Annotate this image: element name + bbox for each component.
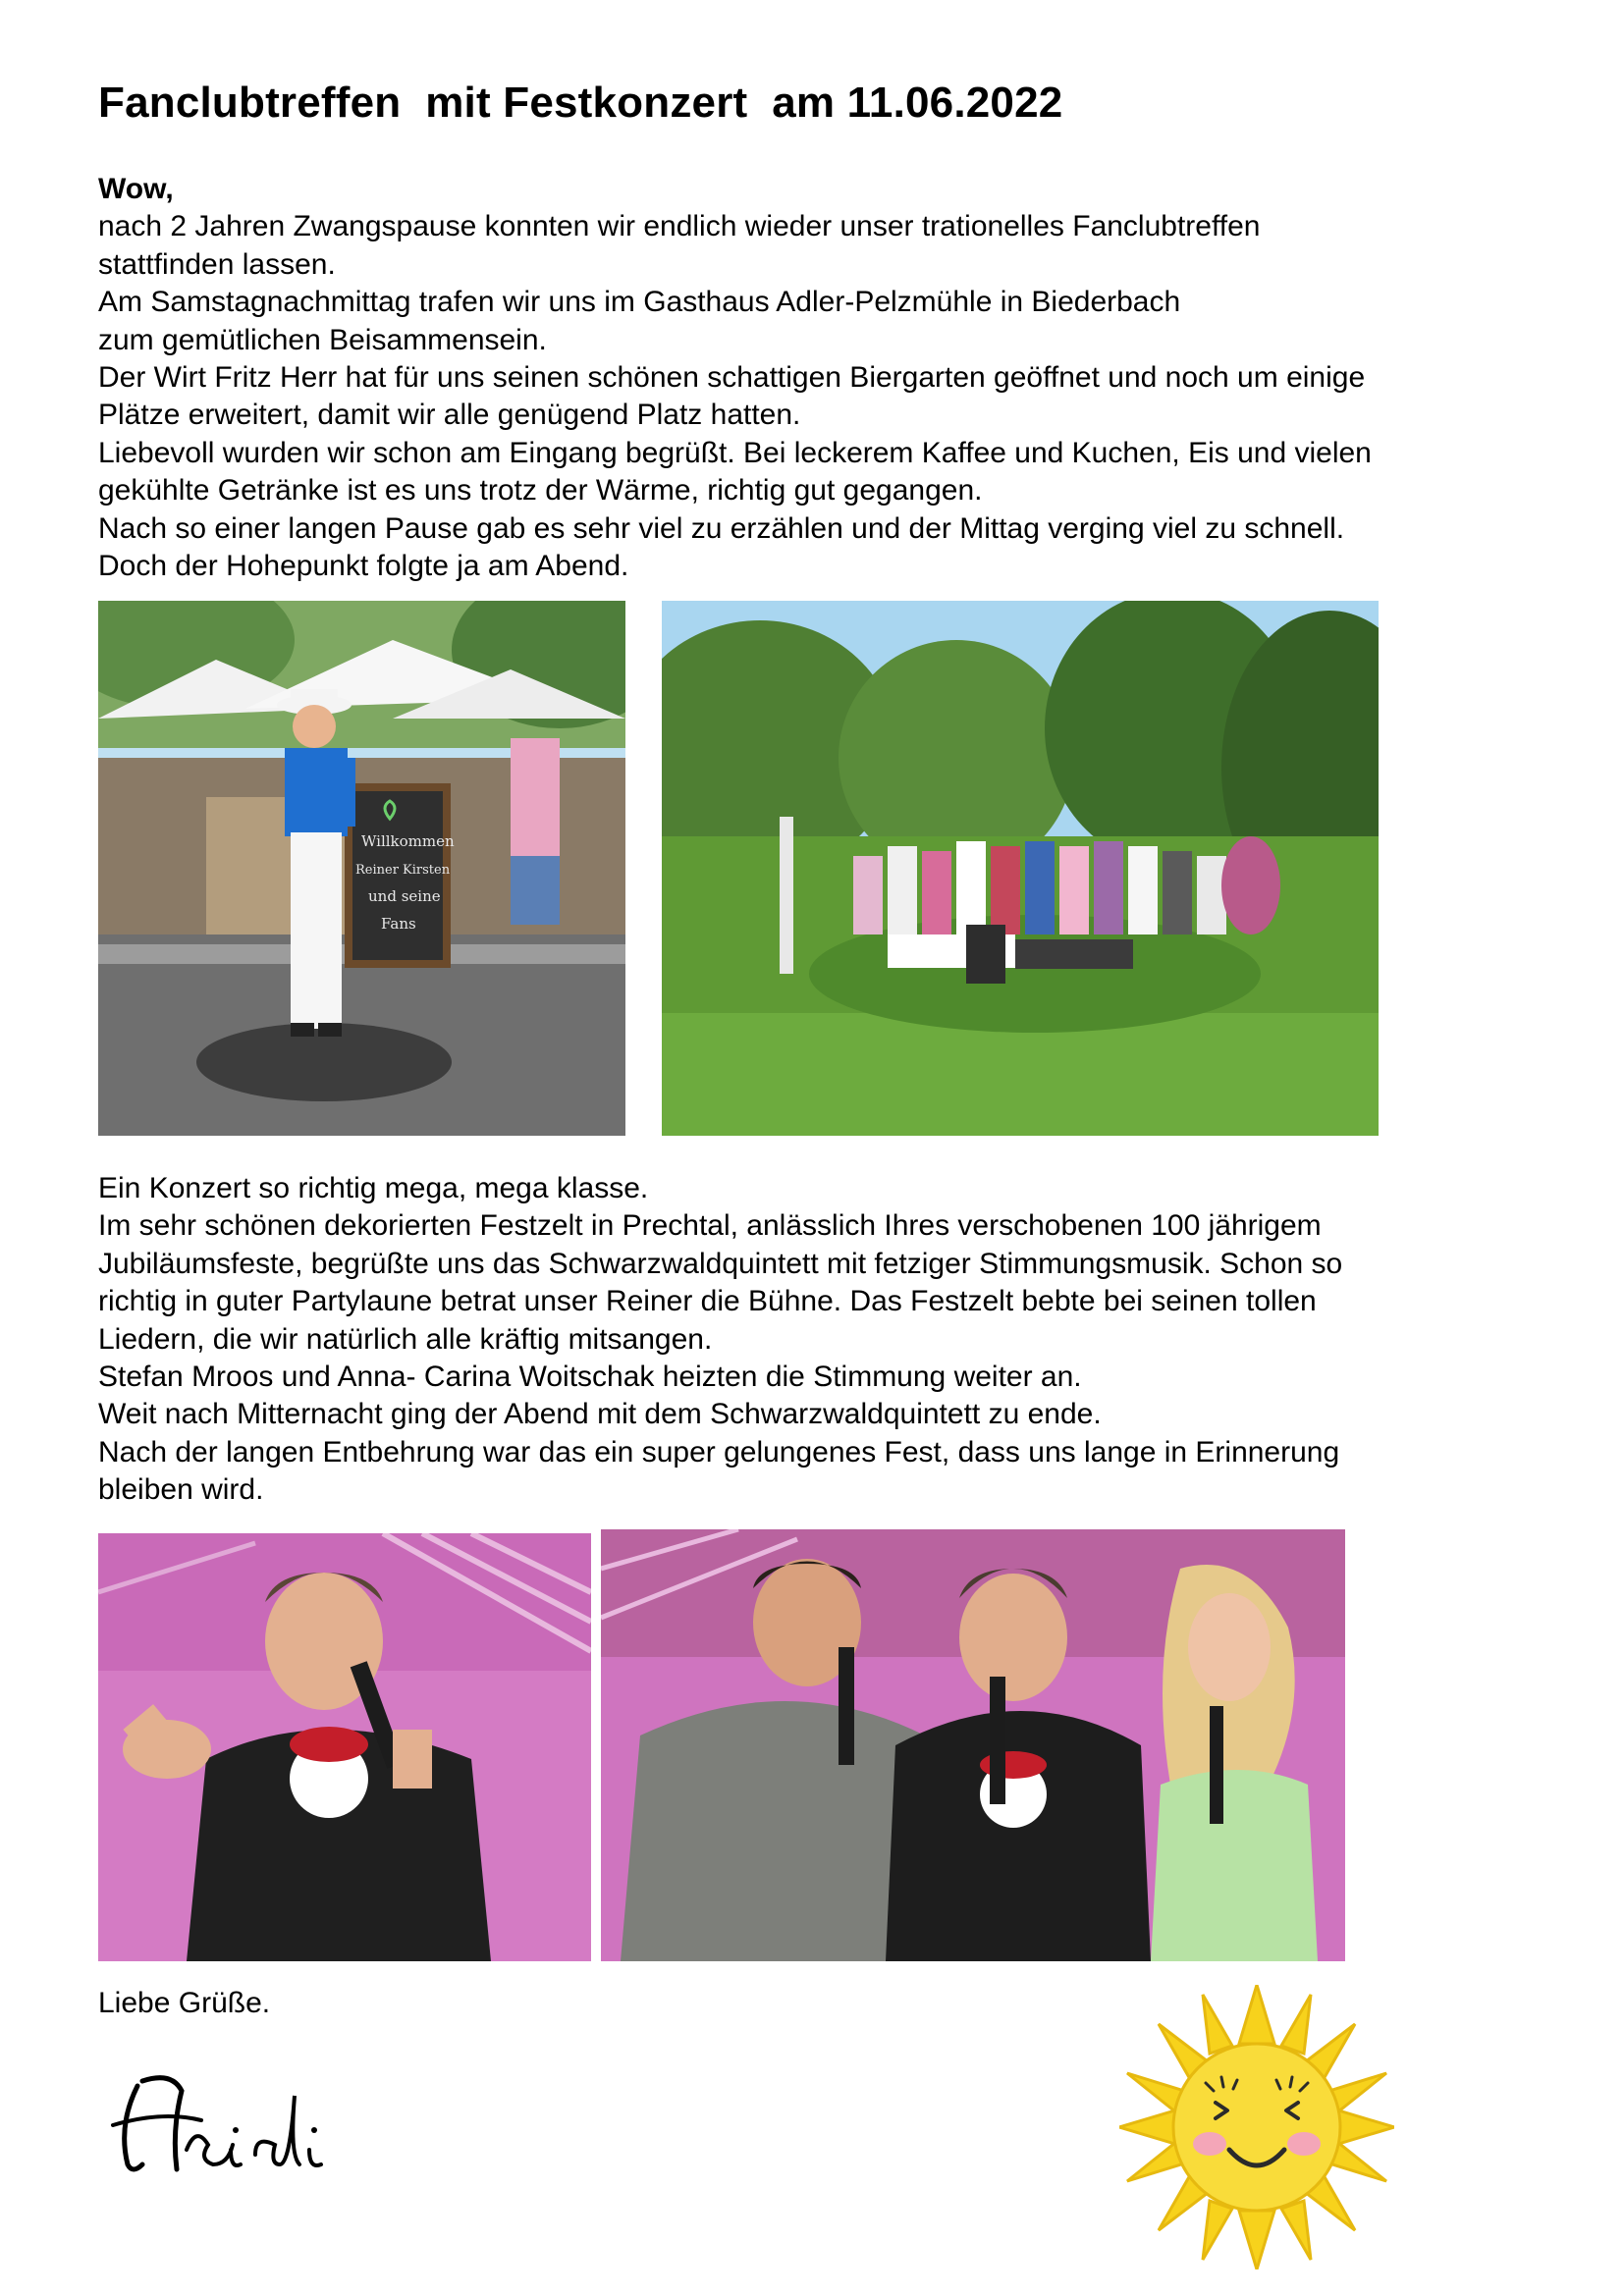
- paragraph-line: Plätze erweitert, damit wir alle genügend Platz hatten.: [98, 399, 801, 432]
- paragraph-line: zum gemütlichen Beisammensein.: [98, 323, 547, 356]
- paragraph-line: Liedern, die wir natürlich alle kräftig mitsangen.: [98, 1322, 713, 1356]
- paragraph-line: Im sehr schönen dekorierten Festzelt in Prechtal, anlässlich Ihres verschobenen 100 jährigem: [98, 1209, 1322, 1243]
- page-title: Fanclubtreffen mit Festkonzert am 11.06.2022: [98, 79, 1063, 127]
- paragraph-line: gekühlte Getränke ist es uns trotz der Wärme, richtig gut gegangen.: [98, 474, 983, 507]
- paragraph-line: Der Wirt Fritz Herr hat für uns seinen schönen schattigen Biergarten geöffnet und noch um einige: [98, 361, 1366, 395]
- chalkboard-line: Fans: [381, 915, 416, 933]
- paragraph-line: bleiben wird.: [98, 1473, 264, 1507]
- handwritten-signature: [108, 2056, 344, 2194]
- photo-three-singers-on-stage: [601, 1529, 1345, 1961]
- paragraph-line: Ein Konzert so richtig mega, mega klasse.: [98, 1172, 649, 1204]
- paragraph-line: Nach so einer langen Pause gab es sehr viel zu erzählen und der Mittag verging viel zu schnell.: [98, 511, 1345, 545]
- paragraph-line: richtig in guter Partylaune betrat unser Reiner die Bühne. Das Festzelt bebte bei seinen tollen: [98, 1285, 1317, 1318]
- paragraph-line: Am Samstagnachmittag trafen wir uns im Gasthaus Adler-Pelzmühle in Biederbach: [98, 286, 1181, 319]
- paragraph-line: Nach der langen Entbehrung war das ein super gelungenes Fest, dass uns lange in Erinnerung: [98, 1435, 1340, 1468]
- greeting: Wow,: [98, 173, 174, 205]
- paragraph-line: Liebevoll wurden wir schon am Eingang begrüßt. Bei leckerem Kaffee und Kuchen, Eis und vielen: [98, 436, 1372, 469]
- chalkboard-line: Reiner Kirsten: [355, 863, 451, 878]
- smiling-sun-icon: [1119, 1985, 1394, 2269]
- closing-line: Liebe Grüße.: [98, 1987, 271, 2019]
- paragraph-line: nach 2 Jahren Zwangspause konnten wir endlich wieder unser trationelles Fanclubtreffen: [98, 210, 1261, 243]
- intro-text: [98, 171, 1372, 585]
- photo-singer-with-welcome-board: [98, 601, 625, 1136]
- paragraph-line: Doch der Hohepunkt folgte ja am Abend.: [98, 550, 629, 583]
- paragraph-line: stattfinden lassen.: [98, 247, 336, 281]
- paragraph-line: Jubiläumsfeste, begrüßte uns das Schwarzwaldquintett mit fetziger Stimmungsmusik. Schon so: [98, 1247, 1343, 1280]
- paragraph-line: Weit nach Mitternacht ging der Abend mit dem Schwarzwaldquintett zu ende.: [98, 1398, 1102, 1431]
- chalkboard-line: Willkommen: [361, 832, 455, 850]
- concert-text: [98, 1170, 1342, 1510]
- paragraph-line: Stefan Mroos und Anna- Carina Woitschak heizten die Stimmung weiter an.: [98, 1361, 1082, 1394]
- photo-fan-group-meadow: [662, 601, 1379, 1136]
- chalkboard-line: und seine: [368, 887, 441, 905]
- photo-singer-on-stage: [98, 1533, 591, 1961]
